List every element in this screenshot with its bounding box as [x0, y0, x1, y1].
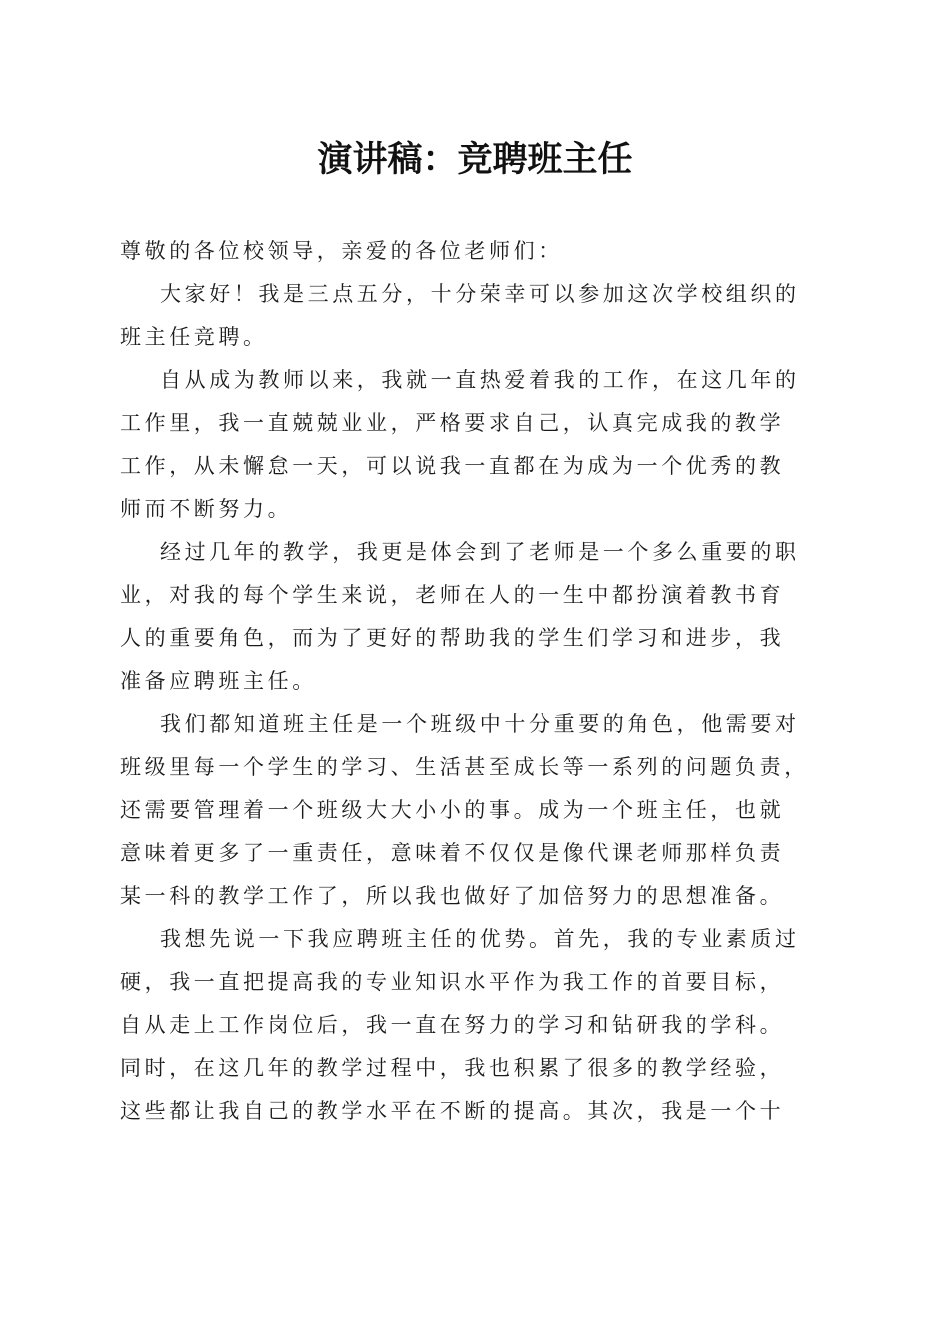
- body-line: 班级里每一个学生的学习、生活甚至成长等一系列的问题负责，: [120, 755, 809, 779]
- body-line: 尊敬的各位校领导，亲爱的各位老师们：: [120, 239, 563, 263]
- body-line: 业，对我的每个学生来说，老师在人的一生中都扮演着教书育: [120, 583, 785, 607]
- document-title: 演讲稿：竞聘班主任: [317, 139, 633, 180]
- body-line: 准备应聘班主任。: [120, 669, 317, 693]
- body-line: 工作里，我一直兢兢业业，严格要求自己，认真完成我的教学: [120, 411, 785, 435]
- body-line: 自从成为教师以来，我就一直热爱着我的工作，在这几年的: [160, 368, 800, 392]
- body-line: 工作，从未懈怠一天，可以说我一直都在为成为一个优秀的教: [120, 454, 785, 478]
- body-line: 还需要管理着一个班级大大小小的事。成为一个班主任，也就: [120, 798, 785, 822]
- body-line: 同时，在这几年的教学过程中，我也积累了很多的教学经验，: [120, 1056, 785, 1080]
- body-line: 大家好！我是三点五分，十分荣幸可以参加这次学校组织的: [160, 282, 800, 306]
- body-line: 硬，我一直把提高我的专业知识水平作为我工作的首要目标，: [120, 970, 785, 994]
- body-line: 班主任竞聘。: [120, 325, 268, 349]
- body-line: 这些都让我自己的教学水平在不断的提高。其次，我是一个十: [120, 1099, 785, 1123]
- document-body: [120, 230, 835, 1133]
- body-line: 意味着更多了一重责任，意味着不仅仅是像代课老师那样负责: [120, 841, 785, 865]
- body-line: 师而不断努力。: [120, 497, 293, 521]
- body-line: 我们都知道班主任是一个班级中十分重要的角色，他需要对: [160, 712, 800, 736]
- body-line: 某一科的教学工作了，所以我也做好了加倍努力的思想准备。: [120, 884, 785, 908]
- body-line: 自从走上工作岗位后，我一直在努力的学习和钻研我的学科。: [120, 1013, 785, 1037]
- body-line: 经过几年的教学，我更是体会到了老师是一个多么重要的职: [160, 540, 800, 564]
- body-line: 我想先说一下我应聘班主任的优势。首先，我的专业素质过: [160, 927, 800, 951]
- body-line: 人的重要角色，而为了更好的帮助我的学生们学习和进步，我: [120, 626, 785, 650]
